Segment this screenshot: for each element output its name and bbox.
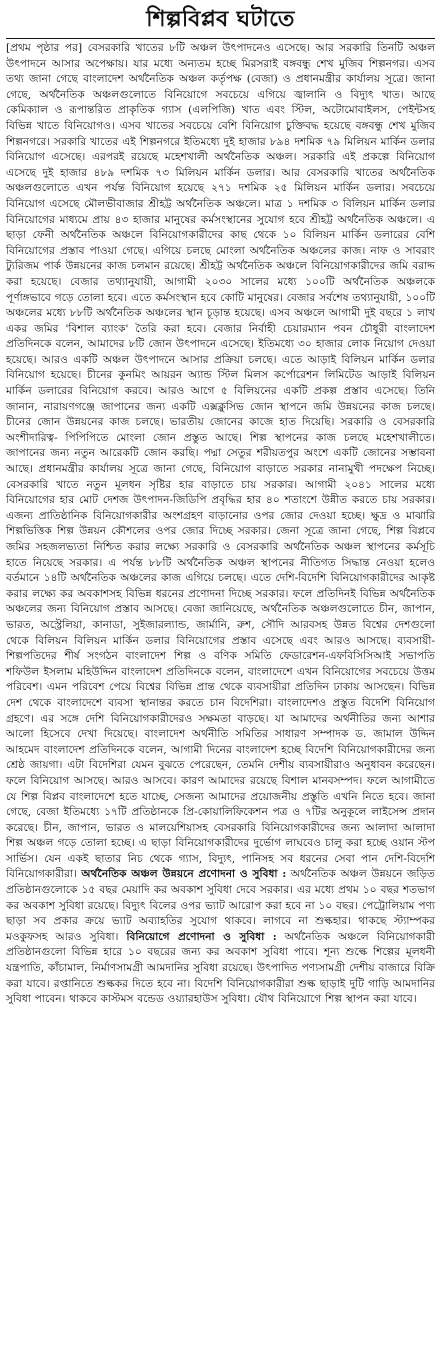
subhead-investment-incentives: বিনিয়োগে প্রণোদনা ও সুবিধা :: [126, 930, 277, 943]
continuation-marker: [প্রথম পৃষ্ঠার পর]: [6, 42, 83, 54]
article-body: [6, 41, 435, 1008]
article-paragraph-1: বেসরকারি খাতের ৮টি অঞ্চল উৎপাদনেও এসেছে। আর সরকারি তিনটি অঞ্চল উৎপাদনে আসার অপেক্ষায়। যার মধ্যে অন্যতম হচ্ছে মিরসরাই বঙ্গবন্ধু শেখ মুজিব শিল্পনগর। এসব তথ্য জানা গেছে বাংলাদেশ অর্থনৈতিক অঞ্চল কর্তৃপক্ষ (বেজা) ও প্রধানমন্ত্রীর কার্যালয় সূত্রে। জানা গেছে, অর্থনৈতিক অঞ্চলগুলোতে বিনিয়োগে সবচেয়ে এগিয়ে জ্বালানি ও বিদ্যুৎ খাত। আছে কেমিক্যাল ও রূপান্তরিত প্রাকৃতিক গ্যাস (এলপিজি) খাত এবং স্টিল, অটোমোবাইলস, পেইন্টসহ বিভিন্ন খাতে বিনিয়োগও। এসব খাতের সবচেয়ে বেশি বিনিয়োগ চুক্তিবদ্ধ হয়েছে বঙ্গবন্ধু শেখ মুজিব শিল্পনগরে। সরকারি খাতের এই শিল্পনগরে ইতিমধ্যে দুই হাজার ৮৯৪ দশমিক ৭৯ মিলিয়ন মার্কিন ডলার বিনিয়োগ এসেছে। এরপরই রয়েছে মহেশখালী অর্থনৈতিক অঞ্চল। সরকারি এই প্রকল্পে বিনিয়োগ এসেছে দুই হাজার ৪৮৯ দশমিক ৭৩ মিলিয়ন মার্কিন ডলার। আর বেসরকারি খাতের অর্থনৈতিক অঞ্চলগুলোতে এখন পর্যন্ত বিনিয়োগ হয়েছে ২৭১ দশমিক ২৫ মিলিয়ন মার্কিন ডলার। সবচেয়ে বিনিয়োগ এসেছে মৌলভীবাজার শ্রীহট্ট অর্থনৈতিক অঞ্চলে। মাত্র ১ দশমিক ৩ বিলিয়ন মার্কিন ডলার বিনিয়োগের মাধ্যমে প্রায় ৪৩ হাজার মানুষের কর্মসংস্থানের সুযোগ হবে শ্রীহট্ট অর্থনৈতিক অঞ্চলে। এ ছাড়া ফেনী অর্থনৈতিক অঞ্চলে বিনিয়োগকারীদের কাছ থেকে ১০ বিলিয়ন মার্কিন ডলারের বেশি বিনিয়োগের প্রস্তাব পাওয়া গেছে। এগিয়ে চলছে মোংলা অর্থনৈতিক অঞ্চলের কাজ। নাফ ও সাবরাং ট্যুরিজম পার্ক উন্নয়নের কাজ চলমান রয়েছে। শ্রীহট্ট অর্থনৈতিক অঞ্চলে বিনিয়োগকারীদের জমি বরাদ্দ করা হয়েছে। বেজার তথ্যানুযায়ী, আগামী ২০৩০ সালের মধ্যে ১০০টি অর্থনৈতিক অঞ্চলকে পূর্ণাঙ্গভাবে গড়ে তোলা হবে। এতে কর্মসংস্থান হবে কোটি মানুষের। বেজার সর্বশেষ তথ্যানুযায়ী, ১০০টি অঞ্চলের মধ্যে ৮৮টি অর্থনৈতিক অঞ্চলের স্থান চূড়ান্ত হয়েছে। এসব অঞ্চলে আগামী দুই বছরে ১ লাখ একর জমির 'বিশাল ব্যাংক' তৈরি করা হবে। বেজার নির্বাহী চেয়ারম্যান পবন চৌধুরী বাংলাদেশ প্রতিদিনকে বলেন, আমাদের ৮টি জোন উৎপাদনে এসেছে। ইতিমধ্যে ৩০ হাজার লোক নিয়োগ দেওয়া হয়েছে। আরও একটি অঞ্চল উৎপাদনে আসার প্রক্রিয়া চলছে। এতে আড়াই বিলিয়ন মার্কিন ডলার বিনিয়োগ হয়েছে। চীনের কুনমিং আয়রন অ্যান্ড স্টিল মিলস কর্পোরেশন লিমিটেড আড়াই বিলিয়ন মার্কিন ডলারের বিনিয়োগ করবে। আরও আগে ৫ বিলিয়নের একটি প্রকল্প প্রস্তাব এসেছে। তিনি জানান, নারায়ণগঞ্জে জাপানের জন্য একটি এক্সক্লুসিভ জোন স্থাপনে জমি উন্নয়নের কাজ চলছে। চীনের জোন উন্নয়নের কাজ চলছে। ভারতীয় জোনের কাজে হাত দিয়েছি। সরকারি ও বেসরকারি অংশীদারিত্ব- পিপিপিতে মোংলা জোন প্রস্তুত আছে। শিল্প স্থাপনের কাজ চলছে মহেশখালীতে। জাপানের জন্য নতুন আরেকটি জোন করছি। পদ্মা সেতুর শরীয়তপুর অংশে একটি জোনের সম্ভাবনা আছে। প্রধানমন্ত্রীর কার্যালয় সূত্রে জানা গেছে, বিনিয়োগ বাড়াতে সরকার নানামুখী পদক্ষেপ নিচ্ছে। বেসরকারি খাতে নতুন মূলধন সৃষ্টির হার বাড়াতে চায় সরকার। আগামী ২০৪১ সালের মধ্যে বিনিয়োগের হার মোট দেশজ উৎপাদন-জিডিপি প্রবৃদ্ধির হার ৪০ শতাংশে উন্নীত করতে চায় সরকার। এজন্য প্রাতিষ্ঠানিক বিনিয়োগকারীর অংশগ্রহণ বাড়ানোর ওপর জোর দেওয়া হচ্ছে। ক্ষুদ্র ও মাঝারি শিল্পভিত্তিক শিল্প উন্নয়ন কৌশলের ওপর জোর দিচ্ছে সরকার। জেনা সূত্রে জানা গেছে, শিল্প বিপ্লবে জমির সহজলভ্যতা নিশ্চিত করার লক্ষ্যে সরকারি ও বেসরকারি অর্থনৈতিক অঞ্চল স্থাপনের কর্মসূচি হাতে নিয়েছে সরকার। এ পর্যন্ত ৮৮টি অর্থনৈতিক অঞ্চল স্থাপনের নীতিগত সিদ্ধান্ত নেওয়া হলেও বর্তমানে ১৪টি অর্থনৈতিক অঞ্চলের কাজ এগিয়ে চলছে। এতে দেশি-বিদেশি বিনিয়োগকারীদের আকৃষ্ট করার লক্ষ্যে কর অবকাশসহ বিভিন্ন ধরনের প্রণোদনা দিচ্ছে সরকার। ফলে প্রতিদিনই বিভিন্ন অর্থনৈতিক অঞ্চলের জন্য বিনিয়োগ প্রস্তাব আসছে। বেজা জানিয়েছে, অর্থনৈতিক অঞ্চলগুলোতে চীন, জাপান, ভারত, অস্ট্রেলিয়া, কানাডা, সুইজারল্যান্ড, জার্মানি, রুশ, সৌদি আরবসহ উন্নত বিশ্বের দেশগুলো থেকে বিলিয়ন বিলিয়ন মার্কিন ডলার বিনিয়োগের প্রস্তাব এসেছে এবং আরও আসছে। ব্যবসায়ী-শিল্পপতিদের শীর্ষ সংগঠন বাংলাদেশ শিল্প ও বণিক সমিতি ফেডারেশন-এফবিসিসিআই সভাপতি শফিউল ইসলাম মহিউদ্দিন বাংলাদেশ প্রতিদিনকে বলেন, বাংলাদেশে এখন বিনিয়োগের সবচেয়ে উত্তম পরিবেশ। এমন পরিবেশ পেয়ে বিশ্বের বিভিন্ন প্রান্ত থেকে ব্যবসায়ীরা প্রতিদিন ঢাকায় আসছেন। বিভিন্ন দেশ থেকে বাংলাদেশে ব্যবসা স্থানান্তর করতে চান বিদেশিরা। বাংলাদেশও প্রস্তুত বিদেশি বিনিয়োগ গ্রহণে। এর সঙ্গে দেশি বিনিয়োগকারীদেরও সক্ষমতা বাড়ছে। যা আমাদের অর্থনীতির জন্য আশার আলো হিসেবে দেখা দিয়েছে। বাংলাদেশ অর্থনীতি সমিতির সাধারণ সম্পাদক ড. জামাল উদ্দিন আহমেদ বাংলাদেশ প্রতিদিনকে বলেন, আগামী দিনের বাংলাদেশ হচ্ছে বিদেশি বিনিয়োগকারীদের জন্য শ্রেষ্ঠ জায়গা। এটা বিদেশিরা যেমন বুঝতে পেরেছেন, তেমনি দেশীয় ব্যবসায়ীরাও অনুধাবন করেছেন। ফলে বিনিয়োগ আসছে। আরও আসবে। কারণ আমাদের রয়েছে বিশাল মানবসম্পদ। ফলে আগামীতে যে শিল্প বিপ্লব বাংলাদেশে হতে যাচ্ছে, সেজন্য আমাদের প্রয়োজনীয় প্রস্তুতি এখনি নিতে হবে। জানা গেছে, বেজা ইতিমধ্যে ১৭টি প্রতিষ্ঠানকে প্রি-কোয়ালিফিকেশন পত্র ও ৭টির অনুকূলে লাইসেন্স প্রদান করেছে। চীন, জাপান, ভারত ও মালয়েশিয়াসহ বেসরকারি বিনিয়োগকারীদের জন্য আলাদা আলাদা শিল্প অঞ্চল গড়ে তোলা হচ্ছে। এ ছাড়া বিনিয়োগকারীদের দুর্ভোগ লাঘবেও চালু করা হচ্ছে ওয়ান স্টপ সার্ভিস। যেন একই ছাতার নিচ থেকে গ্যাস, বিদ্যুৎ, পানিসহ সব ধরনের সেবা পান দেশি-বিদেশি বিনিয়োগকারীরা।: [6, 42, 436, 881]
subhead-zone-incentives: অর্থনৈতিক অঞ্চল উন্নয়নে প্রণোদনা ও সুবিধা :: [81, 868, 287, 881]
headline-divider: [6, 38, 435, 39]
article-paragraph-2: অর্থনৈতিক অঞ্চল উন্নয়নে জড়িত প্রতিষ্ঠানগুলোকে ১৫ বছর মেয়াদি কর অবকাশ সুবিধা দেবে সরকার। এর মধ্যে প্রথম ১০ বছর শতভাগ কর অবকাশ সুবিধা রয়েছে। বিদ্যুৎ বিলের ওপর ভ্যাট আরোপ করা হবে না ১০ বছর। পেট্রোলিয়াম পণ্য ছাড়া সব প্রকার ক্রয়ে ভ্যাট অব্যাহতির সুযোগ থাকবে। লাগবে না শুল্কহার। থাকছে স্ট্যাম্পকর মওকুফসহ আরও সুবিধা।: [6, 868, 435, 943]
headline: শিল্পবিপ্লব ঘটাতে: [146, 7, 295, 32]
article-paragraph-3: অর্থনৈতিক অঞ্চলে বিনিয়োগকারী প্রতিষ্ঠানগুলো বিভিন্ন হারে ১০ বছরের জন্য কর অবকাশ সুবিধা পাবে। শূন্য শুল্কে শিল্পের মূলধনী যন্ত্রপাতি, কাঁচামাল, নির্মাণসামগ্রী আমদানির সুবিধা রয়েছে। উৎপাদিত পণ্যসামগ্রী দেশীয় বাজারে বিক্রি করা যাবে। রপ্তানিতে শুল্ককর দিতে হবে না। বিদেশি বিনিয়োগকারীরা শুল্ক ছাড়াই দুটি গাড়ি আমদানির সুবিধা পাবেন। থাকবে কাস্টমস বন্ডেড ওয়্যারহাউস সুবিধা। যৌথ বিনিয়োগে শিল্প স্থাপন করা যাবে।: [6, 930, 435, 1006]
